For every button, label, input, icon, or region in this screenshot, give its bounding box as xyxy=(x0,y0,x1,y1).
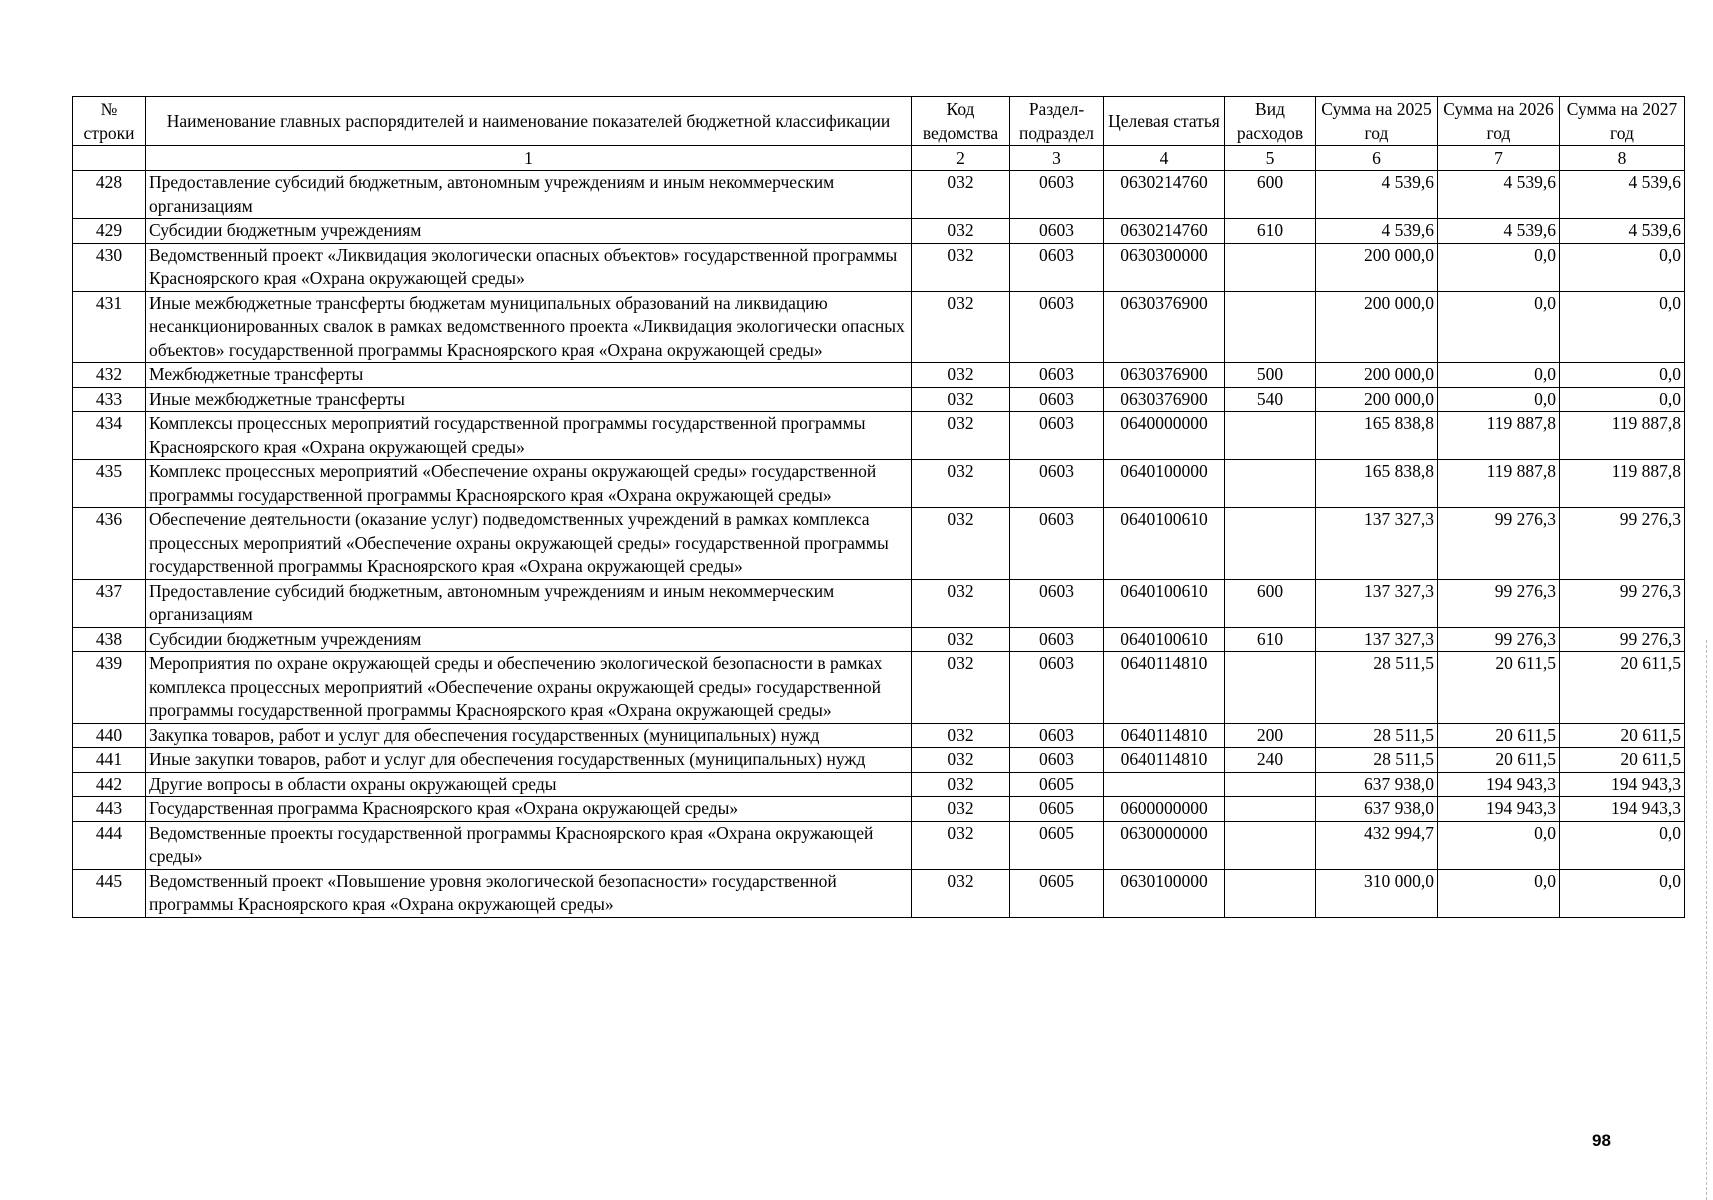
row-target-cell: 0630214760 xyxy=(1104,171,1225,219)
row-section-cell: 0603 xyxy=(1010,652,1104,724)
row-target-cell: 0630100000 xyxy=(1104,869,1225,917)
row-code-cell: 032 xyxy=(912,243,1010,291)
table-row xyxy=(73,821,1685,869)
row-code-cell: 032 xyxy=(912,821,1010,869)
table-row xyxy=(73,627,1685,652)
row-sum-2027-cell: 0,0 xyxy=(1560,243,1685,291)
row-type-cell: 200 xyxy=(1225,723,1316,748)
row-sum-2027-cell: 119 887,8 xyxy=(1560,412,1685,460)
row-target-cell: 0630000000 xyxy=(1104,821,1225,869)
row-sum-2025-cell: 4 539,6 xyxy=(1316,171,1438,219)
header-sum-2026: Сумма на 2026 год xyxy=(1438,97,1560,146)
row-sum-2026-cell: 194 943,3 xyxy=(1438,772,1560,797)
row-code-cell: 032 xyxy=(912,363,1010,388)
row-number-cell: 444 xyxy=(73,821,146,869)
row-section-cell: 0603 xyxy=(1010,363,1104,388)
row-sum-2025-cell: 137 327,3 xyxy=(1316,627,1438,652)
row-target-cell: 0640114810 xyxy=(1104,652,1225,724)
row-section-cell: 0603 xyxy=(1010,579,1104,627)
row-sum-2026-cell: 194 943,3 xyxy=(1438,797,1560,822)
row-sum-2027-cell: 0,0 xyxy=(1560,821,1685,869)
row-name-cell: Межбюджетные трансферты xyxy=(146,363,912,388)
row-type-cell: 500 xyxy=(1225,363,1316,388)
row-sum-2026-cell: 20 611,5 xyxy=(1438,723,1560,748)
row-type-cell xyxy=(1225,821,1316,869)
row-type-cell xyxy=(1225,291,1316,363)
header-sum-2027: Сумма на 2027 год xyxy=(1560,97,1685,146)
header-name: Наименование главных распорядителей и наименование показателей бюджетной классификации xyxy=(146,97,912,146)
row-sum-2026-cell: 20 611,5 xyxy=(1438,652,1560,724)
row-target-cell xyxy=(1104,772,1225,797)
row-sum-2025-cell: 4 539,6 xyxy=(1316,219,1438,244)
row-type-cell: 600 xyxy=(1225,171,1316,219)
row-type-cell xyxy=(1225,412,1316,460)
row-type-cell: 610 xyxy=(1225,219,1316,244)
table-row xyxy=(73,723,1685,748)
row-section-cell: 0603 xyxy=(1010,627,1104,652)
row-name-cell: Иные межбюджетные трансферты xyxy=(146,387,912,412)
row-sum-2027-cell: 119 887,8 xyxy=(1560,460,1685,508)
row-sum-2025-cell: 200 000,0 xyxy=(1316,387,1438,412)
row-code-cell: 032 xyxy=(912,460,1010,508)
row-sum-2025-cell: 432 994,7 xyxy=(1316,821,1438,869)
row-type-cell xyxy=(1225,460,1316,508)
row-name-cell: Иные закупки товаров, работ и услуг для обеспечения государственных (муниципальных) нужд xyxy=(146,748,912,773)
row-name-cell: Предоставление субсидий бюджетным, автономным учреждениям и иным некоммерческим организациям xyxy=(146,579,912,627)
row-sum-2027-cell: 20 611,5 xyxy=(1560,652,1685,724)
column-number: 5 xyxy=(1225,146,1316,171)
row-section-cell: 0603 xyxy=(1010,291,1104,363)
header-sum-2025: Сумма на 2025 год xyxy=(1316,97,1438,146)
row-sum-2025-cell: 637 938,0 xyxy=(1316,772,1438,797)
row-sum-2027-cell: 194 943,3 xyxy=(1560,772,1685,797)
table-row xyxy=(73,772,1685,797)
row-name-cell: Субсидии бюджетным учреждениям xyxy=(146,219,912,244)
row-name-cell: Ведомственный проект «Повышение уровня экологической безопасности» государственной программы Красноярского края «Охрана окружающей среды» xyxy=(146,869,912,917)
row-code-cell: 032 xyxy=(912,579,1010,627)
budget-table xyxy=(72,96,1685,918)
row-sum-2025-cell: 28 511,5 xyxy=(1316,723,1438,748)
row-target-cell: 0640114810 xyxy=(1104,748,1225,773)
table-row xyxy=(73,797,1685,822)
column-number xyxy=(73,146,146,171)
row-type-cell: 600 xyxy=(1225,579,1316,627)
row-target-cell: 0630376900 xyxy=(1104,291,1225,363)
row-target-cell: 0640100610 xyxy=(1104,627,1225,652)
row-type-cell xyxy=(1225,869,1316,917)
table-row xyxy=(73,579,1685,627)
row-number-cell: 443 xyxy=(73,797,146,822)
column-number: 4 xyxy=(1104,146,1225,171)
row-number-cell: 431 xyxy=(73,291,146,363)
table-row xyxy=(73,869,1685,917)
row-sum-2027-cell: 20 611,5 xyxy=(1560,748,1685,773)
row-sum-2027-cell: 4 539,6 xyxy=(1560,219,1685,244)
row-code-cell: 032 xyxy=(912,219,1010,244)
row-type-cell xyxy=(1225,243,1316,291)
row-target-cell: 0630214760 xyxy=(1104,219,1225,244)
row-section-cell: 0603 xyxy=(1010,171,1104,219)
row-section-cell: 0603 xyxy=(1010,748,1104,773)
row-section-cell: 0603 xyxy=(1010,412,1104,460)
row-code-cell: 032 xyxy=(912,723,1010,748)
row-target-cell: 0630376900 xyxy=(1104,387,1225,412)
row-sum-2025-cell: 137 327,3 xyxy=(1316,508,1438,580)
row-sum-2025-cell: 310 000,0 xyxy=(1316,869,1438,917)
row-sum-2025-cell: 200 000,0 xyxy=(1316,291,1438,363)
row-sum-2025-cell: 28 511,5 xyxy=(1316,748,1438,773)
row-number-cell: 433 xyxy=(73,387,146,412)
table-row xyxy=(73,387,1685,412)
header-row xyxy=(73,97,1685,146)
row-target-cell: 0600000000 xyxy=(1104,797,1225,822)
row-sum-2025-cell: 28 511,5 xyxy=(1316,652,1438,724)
row-type-cell: 240 xyxy=(1225,748,1316,773)
row-sum-2027-cell: 0,0 xyxy=(1560,291,1685,363)
row-sum-2025-cell: 137 327,3 xyxy=(1316,579,1438,627)
row-section-cell: 0603 xyxy=(1010,243,1104,291)
row-code-cell: 032 xyxy=(912,797,1010,822)
row-sum-2026-cell: 0,0 xyxy=(1438,363,1560,388)
row-name-cell: Субсидии бюджетным учреждениям xyxy=(146,627,912,652)
header-target: Целевая статья xyxy=(1104,97,1225,146)
table-row xyxy=(73,291,1685,363)
table-row xyxy=(73,460,1685,508)
row-name-cell: Мероприятия по охране окружающей среды и обеспечению экологической безопасности в рамках комплекса процессных мероприятий «Обеспечение охраны окружающей среды» государственной программы государственной программы Красноярского края «Охрана окружающей среды» xyxy=(146,652,912,724)
row-code-cell: 032 xyxy=(912,652,1010,724)
row-name-cell: Закупка товаров, работ и услуг для обеспечения государственных (муниципальных) нужд xyxy=(146,723,912,748)
row-number-cell: 428 xyxy=(73,171,146,219)
row-type-cell: 610 xyxy=(1225,627,1316,652)
column-number: 7 xyxy=(1438,146,1560,171)
row-name-cell: Комплекс процессных мероприятий «Обеспечение охраны окружающей среды» государственной программы государственной программы Красноярского края «Охрана окружающей среды» xyxy=(146,460,912,508)
row-sum-2026-cell: 99 276,3 xyxy=(1438,579,1560,627)
row-sum-2026-cell: 0,0 xyxy=(1438,821,1560,869)
row-section-cell: 0605 xyxy=(1010,772,1104,797)
row-number-cell: 441 xyxy=(73,748,146,773)
row-type-cell xyxy=(1225,652,1316,724)
row-sum-2027-cell: 99 276,3 xyxy=(1560,627,1685,652)
column-number-row xyxy=(73,146,1685,171)
row-target-cell: 0630376900 xyxy=(1104,363,1225,388)
row-sum-2025-cell: 637 938,0 xyxy=(1316,797,1438,822)
row-name-cell: Другие вопросы в области охраны окружающей среды xyxy=(146,772,912,797)
table-header xyxy=(73,97,1685,171)
row-number-cell: 435 xyxy=(73,460,146,508)
row-name-cell: Ведомственный проект «Ликвидация экологически опасных объектов» государственной программы Красноярского края «Охрана окружающей среды» xyxy=(146,243,912,291)
row-sum-2027-cell: 0,0 xyxy=(1560,387,1685,412)
row-name-cell: Обеспечение деятельности (оказание услуг) подведомственных учреждений в рамках комплекса процессных мероприятий «Обеспечение охраны окружающей среды» государственной программы государственной программы Красноярского края «Охрана окружающей среды» xyxy=(146,508,912,580)
column-number: 2 xyxy=(912,146,1010,171)
row-sum-2026-cell: 20 611,5 xyxy=(1438,748,1560,773)
row-sum-2027-cell: 0,0 xyxy=(1560,363,1685,388)
row-section-cell: 0603 xyxy=(1010,219,1104,244)
row-number-cell: 437 xyxy=(73,579,146,627)
row-number-cell: 438 xyxy=(73,627,146,652)
row-sum-2026-cell: 119 887,8 xyxy=(1438,460,1560,508)
row-name-cell: Государственная программа Красноярского края «Охрана окружающей среды» xyxy=(146,797,912,822)
row-target-cell: 0640000000 xyxy=(1104,412,1225,460)
row-section-cell: 0603 xyxy=(1010,508,1104,580)
row-sum-2025-cell: 165 838,8 xyxy=(1316,460,1438,508)
row-sum-2026-cell: 99 276,3 xyxy=(1438,508,1560,580)
column-number: 6 xyxy=(1316,146,1438,171)
row-sum-2026-cell: 4 539,6 xyxy=(1438,219,1560,244)
column-number: 8 xyxy=(1560,146,1685,171)
row-target-cell: 0640114810 xyxy=(1104,723,1225,748)
row-sum-2027-cell: 20 611,5 xyxy=(1560,723,1685,748)
row-sum-2025-cell: 200 000,0 xyxy=(1316,243,1438,291)
table-row xyxy=(73,748,1685,773)
row-name-cell: Иные межбюджетные трансферты бюджетам муниципальных образований на ликвидацию несанкционированных свалок в рамках ведомственного проекта «Ликвидация экологически опасных объектов» государственной программы Красноярского края «Охрана окружающей среды» xyxy=(146,291,912,363)
row-sum-2027-cell: 99 276,3 xyxy=(1560,579,1685,627)
row-section-cell: 0603 xyxy=(1010,387,1104,412)
row-number-cell: 432 xyxy=(73,363,146,388)
row-section-cell: 0605 xyxy=(1010,797,1104,822)
row-sum-2026-cell: 0,0 xyxy=(1438,291,1560,363)
row-number-cell: 440 xyxy=(73,723,146,748)
table-row xyxy=(73,508,1685,580)
row-section-cell: 0605 xyxy=(1010,821,1104,869)
header-section: Раздел-подраздел xyxy=(1010,97,1104,146)
row-target-cell: 0640100610 xyxy=(1104,579,1225,627)
row-number-cell: 442 xyxy=(73,772,146,797)
row-sum-2026-cell: 99 276,3 xyxy=(1438,627,1560,652)
row-number-cell: 445 xyxy=(73,869,146,917)
row-code-cell: 032 xyxy=(912,171,1010,219)
row-code-cell: 032 xyxy=(912,627,1010,652)
row-sum-2026-cell: 119 887,8 xyxy=(1438,412,1560,460)
row-sum-2027-cell: 4 539,6 xyxy=(1560,171,1685,219)
row-sum-2026-cell: 0,0 xyxy=(1438,387,1560,412)
table-body xyxy=(73,171,1685,918)
row-sum-2027-cell: 0,0 xyxy=(1560,869,1685,917)
header-type: Вид расходов xyxy=(1225,97,1316,146)
row-sum-2026-cell: 0,0 xyxy=(1438,869,1560,917)
row-type-cell xyxy=(1225,772,1316,797)
table-row xyxy=(73,652,1685,724)
header-code: Код ведомства xyxy=(912,97,1010,146)
row-sum-2027-cell: 194 943,3 xyxy=(1560,797,1685,822)
table-row xyxy=(73,412,1685,460)
row-name-cell: Ведомственные проекты государственной программы Красноярского края «Охрана окружающей среды» xyxy=(146,821,912,869)
row-sum-2026-cell: 4 539,6 xyxy=(1438,171,1560,219)
row-type-cell xyxy=(1225,797,1316,822)
page-number: 98 xyxy=(1592,1131,1611,1150)
row-code-cell: 032 xyxy=(912,412,1010,460)
row-section-cell: 0603 xyxy=(1010,723,1104,748)
row-sum-2026-cell: 0,0 xyxy=(1438,243,1560,291)
column-number: 3 xyxy=(1010,146,1104,171)
table-row xyxy=(73,363,1685,388)
row-code-cell: 032 xyxy=(912,387,1010,412)
row-number-cell: 436 xyxy=(73,508,146,580)
row-code-cell: 032 xyxy=(912,291,1010,363)
row-sum-2027-cell: 99 276,3 xyxy=(1560,508,1685,580)
row-number-cell: 434 xyxy=(73,412,146,460)
row-number-cell: 430 xyxy=(73,243,146,291)
row-number-cell: 439 xyxy=(73,652,146,724)
table-row xyxy=(73,243,1685,291)
row-name-cell: Комплексы процессных мероприятий государственной программы государственной программы Красноярского края «Охрана окружающей среды» xyxy=(146,412,912,460)
table-row xyxy=(73,219,1685,244)
row-code-cell: 032 xyxy=(912,869,1010,917)
row-section-cell: 0603 xyxy=(1010,460,1104,508)
table-row xyxy=(73,171,1685,219)
row-code-cell: 032 xyxy=(912,508,1010,580)
row-name-cell: Предоставление субсидий бюджетным, автономным учреждениям и иным некоммерческим организациям xyxy=(146,171,912,219)
column-number: 1 xyxy=(146,146,912,171)
row-section-cell: 0605 xyxy=(1010,869,1104,917)
row-type-cell: 540 xyxy=(1225,387,1316,412)
row-type-cell xyxy=(1225,508,1316,580)
header-row-no: № строки xyxy=(73,97,146,146)
row-target-cell: 0640100000 xyxy=(1104,460,1225,508)
row-number-cell: 429 xyxy=(73,219,146,244)
row-target-cell: 0630300000 xyxy=(1104,243,1225,291)
row-sum-2025-cell: 165 838,8 xyxy=(1316,412,1438,460)
row-code-cell: 032 xyxy=(912,772,1010,797)
scan-edge-line xyxy=(1706,640,1708,1200)
row-sum-2025-cell: 200 000,0 xyxy=(1316,363,1438,388)
row-target-cell: 0640100610 xyxy=(1104,508,1225,580)
row-code-cell: 032 xyxy=(912,748,1010,773)
